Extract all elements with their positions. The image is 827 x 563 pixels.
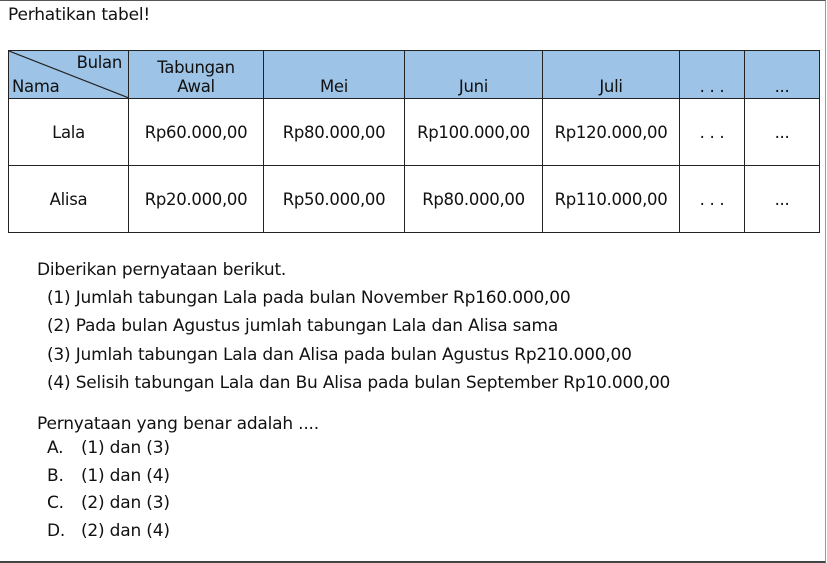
statement-list	[47, 287, 670, 400]
statement-item: (1) Jumlah tabungan Lala pada bulan November Rp160.000,00	[47, 288, 571, 308]
statement-item: (3) Jumlah tabungan Lala dan Alisa pada bulan Agustus Rp210.000,00	[47, 344, 632, 365]
statement-item: (4) Selisih tabungan Lala dan Bu Alisa pada bulan September Rp10.000,00	[47, 372, 671, 393]
table-cell: . . .	[680, 99, 745, 166]
table-cell: Rp20.000,00	[129, 166, 264, 233]
table-cell: ...	[745, 166, 820, 233]
table-row	[9, 99, 820, 166]
column-header-ellipsis: . . .	[680, 51, 745, 99]
answer-option-b[interactable]: B. (1) dan (4)	[47, 465, 170, 486]
table-cell: Rp80.000,00	[405, 166, 543, 233]
table-cell: Rp110.000,00	[543, 166, 680, 233]
table-cell: Rp120.000,00	[543, 99, 680, 166]
table-cell: Rp80.000,00	[264, 99, 405, 166]
page-heading: Perhatikan tabel!	[8, 5, 150, 25]
header-label-bulan: Bulan	[76, 53, 122, 72]
table-header-row	[9, 51, 820, 99]
table-cell: Rp50.000,00	[264, 166, 405, 233]
header-label-nama: Nama	[12, 77, 60, 96]
answer-option-d[interactable]: D. (2) dan (4)	[47, 520, 170, 541]
diagonal-header-cell	[9, 51, 129, 99]
answer-options	[47, 437, 170, 547]
column-header-mei: Mei	[264, 51, 405, 99]
statements-intro: Diberikan pernyataan berikut.	[37, 260, 287, 280]
row-name: Alisa	[9, 166, 129, 233]
column-header-ellipsis: ...	[745, 51, 820, 99]
statement-item: (2) Pada bulan Agustus jumlah tabungan Lala dan Alisa sama	[47, 316, 559, 337]
column-header-tabungan-awal: Tabungan Awal	[129, 51, 264, 99]
answer-option-c[interactable]: C. (2) dan (3)	[47, 493, 170, 513]
table-cell: Rp60.000,00	[129, 99, 264, 166]
row-name: Lala	[9, 99, 129, 166]
column-header-juli: Juli	[543, 51, 680, 99]
table-cell: . . .	[680, 166, 745, 233]
question-text: Pernyataan yang benar adalah ....	[37, 414, 319, 434]
savings-table	[8, 50, 820, 233]
column-header-juni: Juni	[405, 51, 543, 99]
table-cell: Rp100.000,00	[405, 99, 543, 166]
table-cell: ...	[745, 99, 820, 166]
answer-option-a[interactable]: A. (1) dan (3)	[47, 438, 170, 458]
table-row	[9, 166, 820, 233]
